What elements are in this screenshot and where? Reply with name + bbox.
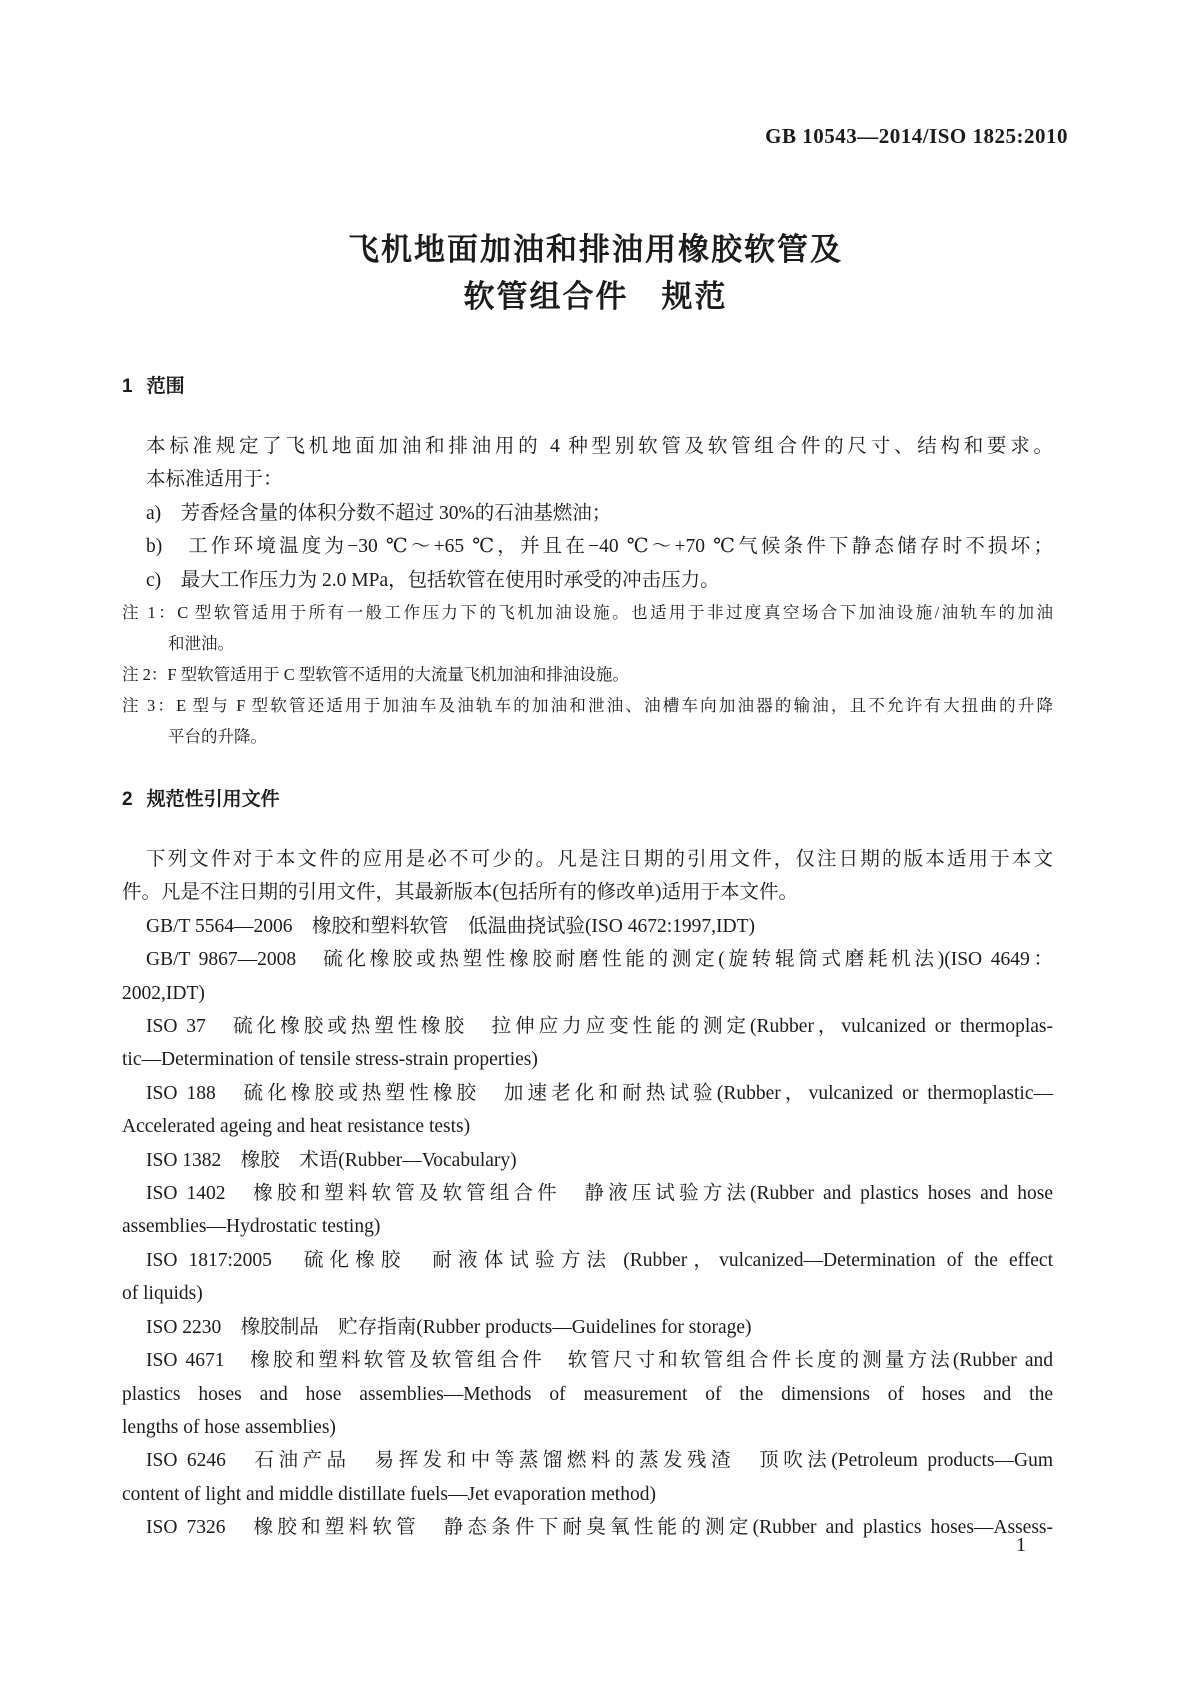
title-line-2: 软管组合件 规范 [463, 279, 728, 314]
text-line: ISO 1817:2005 硫化橡胶 耐液体试验方法 (Rubber，vulcanized—Determination of the effect [146, 1249, 1053, 1271]
document-title [0, 226, 1191, 320]
section-2-heading [122, 784, 280, 811]
text-line: ISO 2230 橡胶制品 贮存指南(Rubber products—Guidelines for storage) [146, 1316, 752, 1338]
page-number: 1 [1016, 1534, 1026, 1556]
title-line-1: 飞机地面加油和排油用橡胶软管及 [348, 232, 843, 267]
text-line: 注 2：F 型软管适用于 C 型软管不适用的大流量飞机加油和排油设施。 [122, 665, 629, 685]
section-1-title: 范围 [146, 376, 185, 397]
text-line: 件。凡是不注日期的引用文件，其最新版本(包括所有的修改单)适用于本文件。 [122, 882, 798, 904]
section-2-title: 规范性引用文件 [146, 789, 280, 810]
text-line: ISO 6246 石油产品 易挥发和中等蒸馏燃料的蒸发残渣 顶吹法(Petroleum products—Gum [146, 1450, 1053, 1472]
section-1-number: 1 [122, 376, 133, 397]
text-line: 注 1：C 型软管适用于所有一般工作压力下的飞机加油设施。也适用于非过度真空场合下加油设施/油轨车的加油 [122, 603, 1053, 623]
text-line: 下列文件对于本文件的应用是必不可少的。凡是注日期的引用文件，仅注日期的版本适用于本文 [146, 849, 1053, 870]
text-line: 平台的升降。 [168, 727, 267, 747]
text-line: 注 3：E 型与 F 型软管还适用于加油车及油轨车的加油和泄油、油槽车向加油器的输油，且不允许有大扭曲的升降 [122, 696, 1053, 716]
text-line: c) 最大工作压力为 2.0 MPa，包括软管在使用时承受的冲击压力。 [146, 569, 720, 591]
text-line: assemblies—Hydrostatic testing) [122, 1216, 381, 1238]
text-line: ISO 7326 橡胶和塑料软管 静态条件下耐臭氧性能的测定(Rubber and plastics hoses—Assess- [146, 1517, 1053, 1539]
text-line: 2002,IDT) [122, 982, 205, 1004]
section-1-heading [122, 371, 185, 398]
text-line: a) 芳香烃含量的体积分数不超过 30%的石油基燃油； [146, 502, 612, 524]
text-line: ISO 1382 橡胶 术语(Rubber—Vocabulary) [146, 1149, 517, 1171]
text-line: plastics hoses and hose assemblies—Methods of measurement of the dimensions of hoses and the [122, 1383, 1053, 1405]
text-line: ISO 37 硫化橡胶或热塑性橡胶 拉伸应力应变性能的测定(Rubber，vulcanized or thermoplas- [146, 1016, 1053, 1038]
section-1-body [122, 430, 1053, 752]
text-line: GB/T 5564—2006 橡胶和塑料软管 低温曲挠试验(ISO 4672:1997,IDT) [146, 915, 756, 937]
text-line: Accelerated ageing and heat resistance tests) [122, 1116, 471, 1138]
text-line: ISO 188 硫化橡胶或热塑性橡胶 加速老化和耐热试验(Rubber，vulcanized or thermoplastic— [146, 1082, 1053, 1104]
text-line: tic—Determination of tensile stress-strain properties) [122, 1049, 538, 1071]
text-line: 本标准适用于： [146, 469, 283, 491]
text-line: lengths of hose assemblies) [122, 1416, 336, 1438]
text-line: 和泄油。 [168, 634, 234, 654]
standard-number: GB 10543—2014/ISO 1825:2010 [765, 124, 1068, 148]
text-line: GB/T 9867—2008 硫化橡胶或热塑性橡胶耐磨性能的测定(旋转辊筒式磨耗机法)(ISO 4649： [146, 949, 1053, 971]
text-line: content of light and middle distillate fuels—Jet evaporation method) [122, 1483, 656, 1505]
section-2-body [122, 843, 1053, 1545]
section-2-number: 2 [122, 789, 133, 810]
text-line: ISO 4671 橡胶和塑料软管及软管组合件 软管尺寸和软管组合件长度的测量方法(Rubber and [146, 1350, 1053, 1372]
text-line: 本标准规定了飞机地面加油和排油用的 4 种型别软管及软管组合件的尺寸、结构和要求。 [146, 436, 1053, 457]
text-line: b) 工作环境温度为−30 ℃～+65 ℃，并且在−40 ℃～+70 ℃气候条件下静态储存时不损坏； [146, 536, 1053, 558]
text-line: of liquids) [122, 1283, 203, 1305]
text-line: ISO 1402 橡胶和塑料软管及软管组合件 静液压试验方法(Rubber and plastics hoses and hose [146, 1183, 1053, 1205]
